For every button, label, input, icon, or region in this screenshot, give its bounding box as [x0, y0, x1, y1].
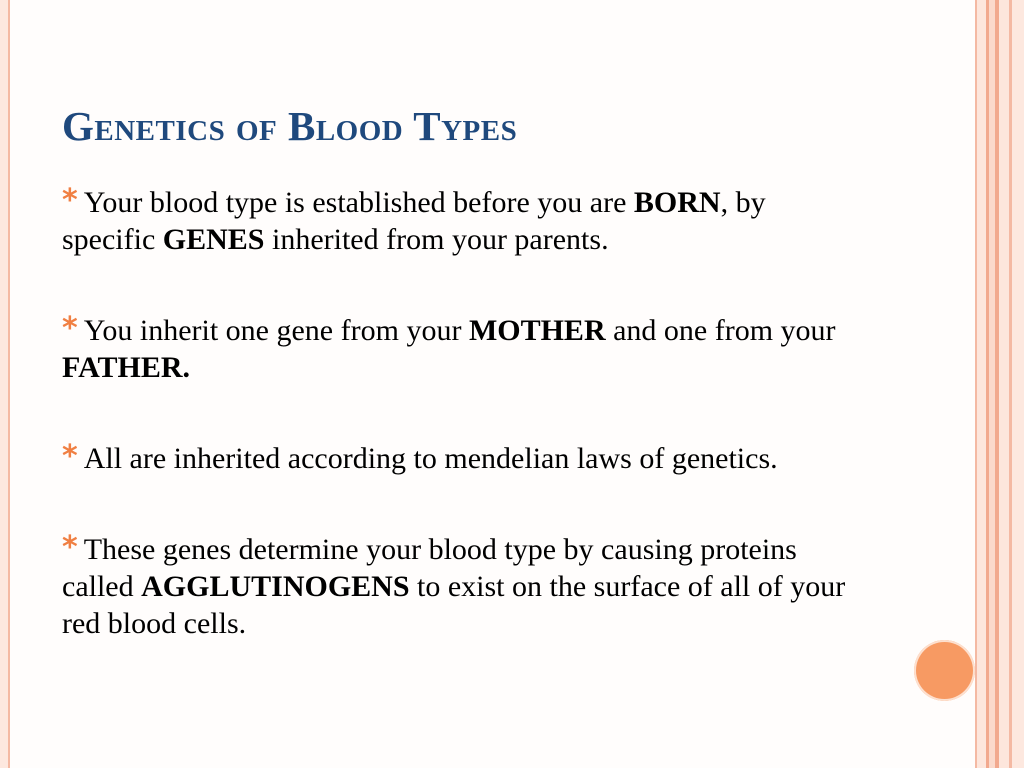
right-stripe — [977, 0, 986, 768]
asterisk-icon: * — [62, 530, 78, 565]
text-run: and one from your — [605, 314, 836, 347]
text-run: You inherit one gene from your — [83, 314, 469, 347]
bullet-item — [62, 531, 862, 642]
text-run: to exist on the surface of all of your red blood cells. — [62, 570, 846, 640]
bullet-item — [62, 184, 862, 258]
asterisk-icon: * — [62, 183, 78, 218]
text-run: These genes determine your blood type by causing proteins called — [62, 533, 797, 603]
bullet-text — [62, 186, 766, 256]
bold-term: MOTHER — [468, 314, 606, 347]
text-run: inherited from your parents. — [264, 223, 609, 256]
bold-term: FATHER. — [62, 351, 191, 384]
bullet-item — [62, 312, 862, 386]
left-border-fill — [0, 0, 8, 768]
bullet-text — [84, 442, 778, 475]
bullet-item — [62, 440, 862, 477]
bold-term: GENES — [162, 223, 265, 256]
bullet-text — [62, 533, 845, 640]
text-run: Your blood type is established before you are — [83, 186, 634, 219]
accent-circle — [914, 640, 975, 701]
slide-title: Genetics of Blood Types — [62, 103, 518, 149]
right-stripe — [999, 0, 1009, 768]
right-stripe — [1012, 0, 1024, 768]
bold-term: BORN — [633, 186, 721, 219]
bullet-list — [62, 184, 862, 696]
asterisk-icon: * — [62, 439, 78, 474]
bold-term: AGGLUTINOGENS — [141, 570, 410, 603]
left-border-line — [8, 0, 10, 768]
text-run: All are inherited according to mendelian laws of genetics. — [83, 442, 778, 475]
bullet-text — [62, 314, 836, 384]
text-run: , by specific — [62, 186, 766, 256]
asterisk-icon: * — [62, 311, 78, 346]
